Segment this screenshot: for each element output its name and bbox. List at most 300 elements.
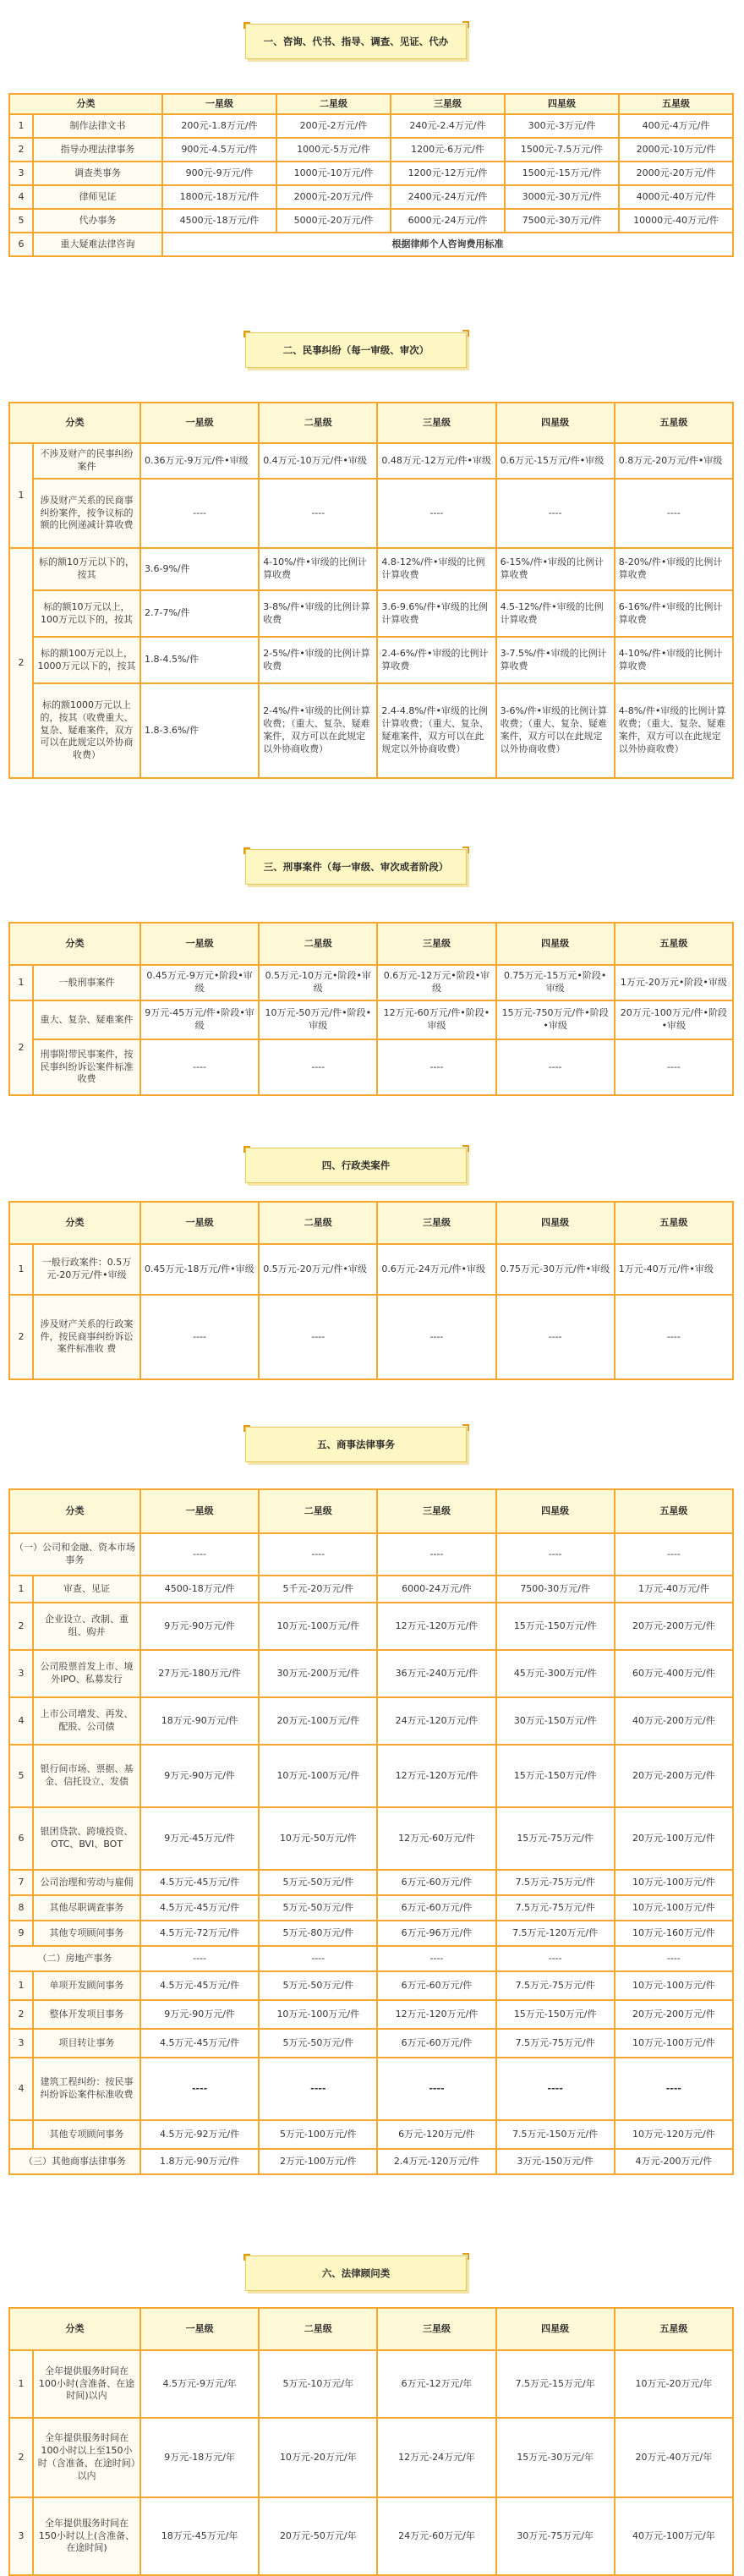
fee-cell: 2.7-7%/件 [140, 590, 259, 637]
row-label: 银团贷款、跨境投资、OTC、BVI、BOT [33, 1807, 140, 1870]
header-category: 分类 [9, 1489, 140, 1533]
fee-cell: 12万元-120万元/件 [377, 1603, 495, 1650]
table-row [9, 1576, 733, 1603]
section-3-title: 三、刑事案件（每一审级、审次或者阶段） [245, 849, 467, 885]
row-label: 全年提供服务时间在150小时以上(含准备、在途时间) [33, 2497, 140, 2575]
row-label: 制作法律文书 [33, 114, 162, 138]
fee-cell: 1.8-4.5%/件 [140, 637, 259, 683]
fee-cell: 0.48万元-12万元/件•审级 [377, 443, 495, 479]
row-label: 重大、复杂、疑难案件 [33, 1000, 140, 1039]
header-star-2: 二星级 [259, 923, 377, 965]
row-number: 1 [9, 2350, 33, 2418]
fee-cell: 10000元-40万元/件 [619, 209, 733, 233]
row-label: 标的额1000万元以上的，按其（收费重大、复杂、疑难案件，双方可以在此规定以外协商收费） [33, 683, 140, 778]
header-star-3: 三星级 [391, 94, 505, 114]
fee-cell: 36万元-240万元/件 [377, 1650, 495, 1697]
section-6-title: 六、法律顾问类 [245, 2255, 467, 2291]
fee-cell: 10万元-100万元/件 [615, 1870, 733, 1895]
fee-cell: 0.5万元-20万元/件•审级 [259, 1244, 377, 1295]
fee-cell: 4.5万元-92万元/件 [140, 2120, 259, 2149]
fee-cell: 12万元-60万元/件 [377, 1807, 495, 1870]
fee-cell: 4.5万元-45万元/件 [140, 2029, 259, 2058]
table-row [9, 1921, 733, 1946]
table-row [9, 2120, 733, 2149]
row-label: 刑事附带民事案件，按民事纠纷诉讼案件标准收费 [33, 1039, 140, 1095]
row-number: 2 [9, 1000, 33, 1095]
fee-cell: 15万元-150万元/件 [496, 1745, 615, 1807]
fee-cell: 15万元-150万元/件 [496, 1603, 615, 1650]
fee-cell: 24万元-60万元/年 [377, 2497, 495, 2575]
row-number: 6 [9, 1807, 33, 1870]
row-label: 单项开发顾问事务 [33, 1971, 140, 2000]
fee-cell: 7500-30万元/件 [496, 1576, 615, 1603]
header-star-1: 一星级 [140, 2308, 259, 2350]
row-number: 3 [9, 2497, 33, 2575]
fee-cell: 10万元-50万元/件•阶段•审级 [259, 1000, 377, 1039]
section-2-table [8, 402, 734, 779]
fee-cell: 7.5万元-75万元/件 [496, 1971, 615, 2000]
fee-cell: 60万元-400万元/件 [615, 1650, 733, 1697]
header-category: 分类 [9, 94, 162, 114]
header-star-3: 三星级 [377, 2308, 495, 2350]
header-star-1: 一星级 [162, 94, 276, 114]
fee-cell: 20万元-100万元/件 [259, 1697, 377, 1745]
header-star-3: 三星级 [377, 403, 495, 443]
fee-cell: 20万元-200万元/件 [615, 2000, 733, 2029]
row-label: 其他专项顾问事务 [33, 1921, 140, 1946]
fee-cell: 6000-24万元/件 [377, 1576, 495, 1603]
fee-cell: 10万元-20万元/年 [259, 2418, 377, 2497]
fee-cell: ---- [615, 1295, 733, 1379]
fee-cell: 6-15%/件•审级的比例计算收费 [496, 548, 615, 590]
table-row [9, 1039, 733, 1095]
header-star-1: 一星级 [140, 403, 259, 443]
fee-cell: 1万元-20万元•阶段•审级 [615, 965, 733, 1000]
group-row [9, 2149, 733, 2174]
header-star-4: 四星级 [496, 1202, 615, 1244]
fee-cell: 4500-18万元/件 [140, 1576, 259, 1603]
fee-cell: 18万元-45万元/年 [140, 2497, 259, 2575]
fee-cell: 6000元-24万元/件 [391, 209, 505, 233]
fee-cell: 4.5万元-9万元/年 [140, 2350, 259, 2418]
row-number: 1 [9, 114, 33, 138]
row-number: 4 [9, 2058, 33, 2120]
header-star-4: 四星级 [505, 94, 619, 114]
section-2-title: 二、民事纠纷（每一审级、审次） [245, 332, 467, 368]
row-number: 2 [9, 2418, 33, 2497]
fee-cell: 4000元-40万元/件 [619, 185, 733, 209]
fee-cell: 3-7.5%/件•审级的比例计算收费 [496, 637, 615, 683]
fee-cell: ---- [496, 1533, 615, 1576]
header-category: 分类 [9, 2308, 140, 2350]
row-label: 银行间市场、票据、基金、信托设立、发债 [33, 1745, 140, 1807]
header-category: 分类 [9, 1202, 140, 1244]
fee-cell: 5万元-50万元/件 [259, 1870, 377, 1895]
fee-cell: ---- [615, 1533, 733, 1576]
section-1-title: 一、咨询、代书、指导、调查、见证、代办 [245, 24, 467, 59]
table-row [9, 1807, 733, 1870]
header-star-1: 一星级 [140, 1489, 259, 1533]
fee-cell: 3-6%/件•审级的比例计算收费；（重大、复杂、疑难案件，双方可以在此规定以外协商收费） [496, 683, 615, 778]
fee-cell: 3.6-9.6%/件•审级的比例计算收费 [377, 590, 495, 637]
fee-cell: 7.5万元-75万元/件 [496, 1895, 615, 1921]
fee-cell: ---- [496, 1295, 615, 1379]
fee-cell: ---- [377, 1295, 495, 1379]
fee-cell: 45万元-300万元/件 [496, 1650, 615, 1697]
fee-cell: ---- [377, 2058, 495, 2120]
row-number: 1 [9, 1244, 33, 1295]
fee-cell: 0.8万元-20万元/件•审级 [615, 443, 733, 479]
fee-cell: ---- [496, 1039, 615, 1095]
fee-cell: 1000元-10万元/件 [276, 162, 391, 185]
fee-cell: 12万元-120万元/件 [377, 1745, 495, 1807]
row-label: 项目转让事务 [33, 2029, 140, 2058]
row-number: 5 [9, 1745, 33, 1807]
section-4-table [8, 1201, 734, 1380]
fee-cell: 6万元-60万元/件 [377, 2029, 495, 2058]
table-row [9, 548, 733, 590]
fee-cell: 4-10%/件•审级的比例计算收费 [259, 548, 377, 590]
row-label: 全年提供服务时间在100小时(含准备、在途时间)以内 [33, 2350, 140, 2418]
header-star-1: 一星级 [140, 923, 259, 965]
fee-cell: ---- [496, 2058, 615, 2120]
row-label: 涉及财产关系的民商事纠纷案件，按争议标的额的比例递减计算收费 [33, 479, 140, 548]
fee-cell: 4.8-12%/件•审级的比例计算收费 [377, 548, 495, 590]
fee-cell: 0.4万元-10万元/件•审级 [259, 443, 377, 479]
row-label: 一般行政案件：0.5万元-20万元/件•审级 [33, 1244, 140, 1295]
fee-cell: 3000元-30万元/件 [505, 185, 619, 209]
header-star-4: 四星级 [496, 2308, 615, 2350]
row-label: 涉及财产关系的行政案件，按民商事纠纷诉讼案件标准收 费 [33, 1295, 140, 1379]
table-row [9, 479, 733, 548]
fee-cell: 15万元-150万元/件 [496, 2000, 615, 2029]
fee-cell: 900元-9万元/件 [162, 162, 276, 185]
fee-cell: 0.75万元-15万元•阶段•审级 [496, 965, 615, 1000]
row-label: 全年提供服务时间在100小时以上至150小时（含准备、在途时间）以内 [33, 2418, 140, 2497]
fee-cell: ---- [377, 479, 495, 548]
table-row [9, 162, 733, 185]
fee-cell: 9万元-90万元/件 [140, 2000, 259, 2029]
row-number: 2 [9, 138, 33, 162]
fee-cell: 6万元-60万元/件 [377, 1971, 495, 2000]
row-number: 8 [9, 1895, 33, 1921]
section-4-title: 四、行政类案件 [245, 1148, 467, 1183]
fee-cell: 3-8%/件•审级的比例计算收费 [259, 590, 377, 637]
group-label: （三）其他商事法律事务 [9, 2149, 140, 2174]
table-header-row [9, 1202, 733, 1244]
fee-cell: 7500元-30万元/件 [505, 209, 619, 233]
table-header-row [9, 94, 733, 114]
fee-cell: 0.36万元-9万元/件•审级 [140, 443, 259, 479]
fee-cell: 5万元-50万元/件 [259, 2029, 377, 2058]
row-number: 4 [9, 185, 33, 209]
row-number: 3 [9, 2029, 33, 2058]
fee-cell: 0.6万元-15万元/件•审级 [496, 443, 615, 479]
table-row [9, 2418, 733, 2497]
fee-cell: 3.6-9%/件 [140, 548, 259, 590]
fee-cell: 240元-2.4万元/件 [391, 114, 505, 138]
row-number: 1 [9, 1971, 33, 2000]
fee-cell: 6-16%/件•审级的比例计算收费 [615, 590, 733, 637]
table-row [9, 1745, 733, 1807]
fee-cell: 2000元-20万元/件 [619, 162, 733, 185]
fee-cell: 9万元-90万元/件 [140, 1745, 259, 1807]
section-5-title: 五、商事法律事务 [245, 1427, 467, 1462]
fee-cell: ---- [259, 1295, 377, 1379]
row-label: 审查、见证 [33, 1576, 140, 1603]
row-number: 3 [9, 1650, 33, 1697]
fee-cell: 4500元-18万元/件 [162, 209, 276, 233]
row-label: 整体开发项目事务 [33, 2000, 140, 2029]
section-3-table [8, 922, 734, 1096]
fee-cell: ---- [377, 1039, 495, 1095]
row-label: 公司股票首发上市、境外IPO、私募发行 [33, 1650, 140, 1697]
table-row [9, 1650, 733, 1697]
row-label: 不涉及财产的民事纠纷案件 [33, 443, 140, 479]
fee-cell: 400元-4万元/件 [619, 114, 733, 138]
row-label: 调查类事务 [33, 162, 162, 185]
table-row [9, 965, 733, 1000]
fee-cell: ---- [140, 2058, 259, 2120]
row-label: 标的额100万元以上，1000万元以下的，按其 [33, 637, 140, 683]
section-6-table [8, 2307, 734, 2576]
fee-cell: 2400元-24万元/件 [391, 185, 505, 209]
fee-cell: ---- [615, 2058, 733, 2120]
fee-cell-merged: 根据律师个人咨询费用标准 [162, 233, 733, 256]
fee-cell: 1万元-40万元/件 [615, 1576, 733, 1603]
fee-cell: 12万元-60万元/件•阶段•审级 [377, 1000, 495, 1039]
fee-cell: 9万元-45万元/件 [140, 1807, 259, 1870]
fee-cell: 20万元-200万元/件 [615, 1603, 733, 1650]
fee-cell: ---- [140, 1039, 259, 1095]
table-row [9, 683, 733, 778]
fee-cell: 2-4%/件•审级的比例计算收费；（重大、复杂、疑难案件，双方可以在此规定以外协商收费） [259, 683, 377, 778]
table-row [9, 2029, 733, 2058]
fee-cell: 200元-1.8万元/件 [162, 114, 276, 138]
fee-cell: 10万元-100万元/件 [259, 1603, 377, 1650]
fee-cell: 0.5万元-10万元•阶段•审级 [259, 965, 377, 1000]
fee-cell: 200元-2万元/件 [276, 114, 391, 138]
fee-cell: 18万元-90万元/件 [140, 1697, 259, 1745]
table-row [9, 1971, 733, 2000]
fee-cell: 20万元-40万元/年 [615, 2418, 733, 2497]
fee-cell: 1.8-3.6%/件 [140, 683, 259, 778]
row-number: 3 [9, 162, 33, 185]
fee-cell: 20万元-100万元/件•阶段•审级 [615, 1000, 733, 1039]
fee-cell: ---- [615, 1946, 733, 1971]
fee-cell: 1500元-15万元/件 [505, 162, 619, 185]
row-label: 其他尽职调查事务 [33, 1895, 140, 1921]
row-label: 建筑工程纠纷：按民事纠纷诉讼案件标准收费 [33, 2058, 140, 2120]
table-header-row [9, 1489, 733, 1533]
fee-cell: 2-5%/件•审级的比例计算收费 [259, 637, 377, 683]
row-label: 公司治理和劳动与雇佣 [33, 1870, 140, 1895]
fee-cell: 5万元-50万元/件 [259, 1971, 377, 2000]
table-row [9, 2058, 733, 2120]
fee-cell: 9万元-90万元/件 [140, 1603, 259, 1650]
fee-cell: 1800元-18万元/件 [162, 185, 276, 209]
group-row [9, 1533, 733, 1576]
fee-cell: 7.5万元-150万元/件 [496, 2120, 615, 2149]
fee-cell: 0.45万元-18万元/件•审级 [140, 1244, 259, 1295]
table-row [9, 209, 733, 233]
fee-cell: 2万元-100万元/件 [259, 2149, 377, 2174]
fee-cell: 5万元-80万元/件 [259, 1921, 377, 1946]
fee-cell: 10万元-100万元/件 [259, 2000, 377, 2029]
row-label: 律师见证 [33, 185, 162, 209]
header-star-3: 三星级 [377, 1489, 495, 1533]
fee-cell: 7.5万元-75万元/件 [496, 1870, 615, 1895]
fee-cell: 30万元-150万元/件 [496, 1697, 615, 1745]
fee-cell: 24万元-120万元/件 [377, 1697, 495, 1745]
fee-cell: 1.8万元-90万元/件 [140, 2149, 259, 2174]
fee-cell: ---- [259, 1533, 377, 1576]
header-star-2: 二星级 [259, 2308, 377, 2350]
table-row [9, 1000, 733, 1039]
header-star-4: 四星级 [496, 1489, 615, 1533]
fee-cell: 4万元-200万元/件 [615, 2149, 733, 2174]
header-star-5: 五星级 [615, 403, 733, 443]
table-row [9, 1895, 733, 1921]
fee-cell: 10万元-50万元/件 [259, 1807, 377, 1870]
table-header-row [9, 923, 733, 965]
fee-cell: 7.5万元-120万元/件 [496, 1921, 615, 1946]
table-row [9, 1697, 733, 1745]
fee-cell: 20万元-50万元/年 [259, 2497, 377, 2575]
header-star-4: 四星级 [496, 403, 615, 443]
fee-cell: 10万元-20万元/年 [615, 2350, 733, 2418]
row-number: 1 [9, 965, 33, 1000]
fee-cell: 10万元-100万元/件 [615, 1895, 733, 1921]
fee-cell: 10万元-100万元/件 [615, 1971, 733, 2000]
fee-cell: 2000元-10万元/件 [619, 138, 733, 162]
section-5-table [8, 1488, 734, 2175]
table-row [9, 185, 733, 209]
table-header-row [9, 2308, 733, 2350]
header-category: 分类 [9, 923, 140, 965]
row-number: 1 [9, 1576, 33, 1603]
fee-cell: 4.5万元-45万元/件 [140, 1971, 259, 2000]
table-row [9, 2000, 733, 2029]
row-number [9, 2120, 33, 2149]
group-label: （二）房地产事务 [9, 1946, 140, 1971]
row-number: 2 [9, 2000, 33, 2029]
table-row [9, 233, 733, 256]
fee-cell: 5万元-50万元/件 [259, 1895, 377, 1921]
table-row [9, 443, 733, 479]
header-category: 分类 [9, 403, 140, 443]
row-number: 7 [9, 1870, 33, 1895]
fee-cell: 6万元-60万元/件 [377, 1870, 495, 1895]
fee-cell: 15万元-75万元/件 [496, 1807, 615, 1870]
table-row [9, 1870, 733, 1895]
fee-cell: 2.4万元-120万元/件 [377, 2149, 495, 2174]
row-number: 6 [9, 233, 33, 256]
fee-cell: 7.5万元-75万元/件 [496, 2029, 615, 2058]
table-row [9, 1603, 733, 1650]
fee-cell: 30万元-75万元/年 [496, 2497, 615, 2575]
row-label: 代办事务 [33, 209, 162, 233]
fee-cell: 10万元-160万元/件 [615, 1921, 733, 1946]
fee-cell: 5千元-20万元/件 [259, 1576, 377, 1603]
group-row [9, 1946, 733, 1971]
fee-cell: 7.5万元-15万元/年 [496, 2350, 615, 2418]
fee-cell: 0.45万元-9万元•阶段•审级 [140, 965, 259, 1000]
header-star-2: 二星级 [259, 1489, 377, 1533]
fee-cell: ---- [615, 1039, 733, 1095]
row-label: 其他专项顾问事务 [33, 2120, 140, 2149]
fee-cell: 10万元-100万元/件 [259, 1745, 377, 1807]
header-star-2: 二星级 [276, 94, 391, 114]
fee-cell: 10万元-120万元/件 [615, 2120, 733, 2149]
fee-cell: 4.5万元-45万元/件 [140, 1870, 259, 1895]
row-label: 标的额10万元以下的，按其 [33, 548, 140, 590]
table-row [9, 114, 733, 138]
row-number: 2 [9, 548, 33, 778]
row-number: 2 [9, 1603, 33, 1650]
table-row [9, 2350, 733, 2418]
row-number: 5 [9, 209, 33, 233]
header-star-5: 五星级 [615, 923, 733, 965]
row-label: 指导办理法律事务 [33, 138, 162, 162]
header-star-5: 五星级 [615, 2308, 733, 2350]
table-row [9, 590, 733, 637]
header-star-4: 四星级 [496, 923, 615, 965]
fee-cell: 1500元-7.5万元/件 [505, 138, 619, 162]
row-number: 1 [9, 443, 33, 548]
row-number: 9 [9, 1921, 33, 1946]
fee-cell: ---- [259, 479, 377, 548]
section-1-table [8, 93, 734, 257]
fee-cell: 15万元-750万元/件•阶段•审级 [496, 1000, 615, 1039]
fee-cell: ---- [140, 1533, 259, 1576]
fee-cell: 20万元-100万元/件 [615, 1807, 733, 1870]
row-number: 2 [9, 1295, 33, 1379]
fee-cell: 300元-3万元/件 [505, 114, 619, 138]
fee-cell: 4.5万元-45万元/件 [140, 1895, 259, 1921]
fee-cell: ---- [140, 479, 259, 548]
fee-cell: 8-20%/件•审级的比例计算收费 [615, 548, 733, 590]
fee-cell: 1万元-40万元/件•审级 [615, 1244, 733, 1295]
header-star-1: 一星级 [140, 1202, 259, 1244]
fee-cell: 6万元-120万元/件 [377, 2120, 495, 2149]
fee-cell: ---- [259, 1039, 377, 1095]
table-row [9, 637, 733, 683]
row-number: 4 [9, 1697, 33, 1745]
fee-cell: 12万元-24万元/年 [377, 2418, 495, 2497]
table-row [9, 2497, 733, 2575]
fee-cell: 5000元-20万元/件 [276, 209, 391, 233]
fee-cell: ---- [140, 1946, 259, 1971]
fee-cell: 900元-4.5万元/件 [162, 138, 276, 162]
fee-cell: 12万元-120万元/件 [377, 2000, 495, 2029]
fee-cell: 27万元-180万元/件 [140, 1650, 259, 1697]
header-star-3: 三星级 [377, 1202, 495, 1244]
fee-cell: 20万元-200万元/件 [615, 1745, 733, 1807]
table-row [9, 138, 733, 162]
fee-cell: 40万元-200万元/件 [615, 1697, 733, 1745]
header-star-2: 二星级 [259, 1202, 377, 1244]
header-star-3: 三星级 [377, 923, 495, 965]
fee-cell: ---- [496, 479, 615, 548]
fee-cell: 6万元-96万元/件 [377, 1921, 495, 1946]
fee-cell: 40万元-100万元/年 [615, 2497, 733, 2575]
fee-cell: 1200元-6万元/件 [391, 138, 505, 162]
fee-cell: 15万元-30万元/年 [496, 2418, 615, 2497]
fee-cell: 4.5万元-72万元/件 [140, 1921, 259, 1946]
fee-cell: ---- [259, 1946, 377, 1971]
fee-cell: 6万元-12万元/年 [377, 2350, 495, 2418]
